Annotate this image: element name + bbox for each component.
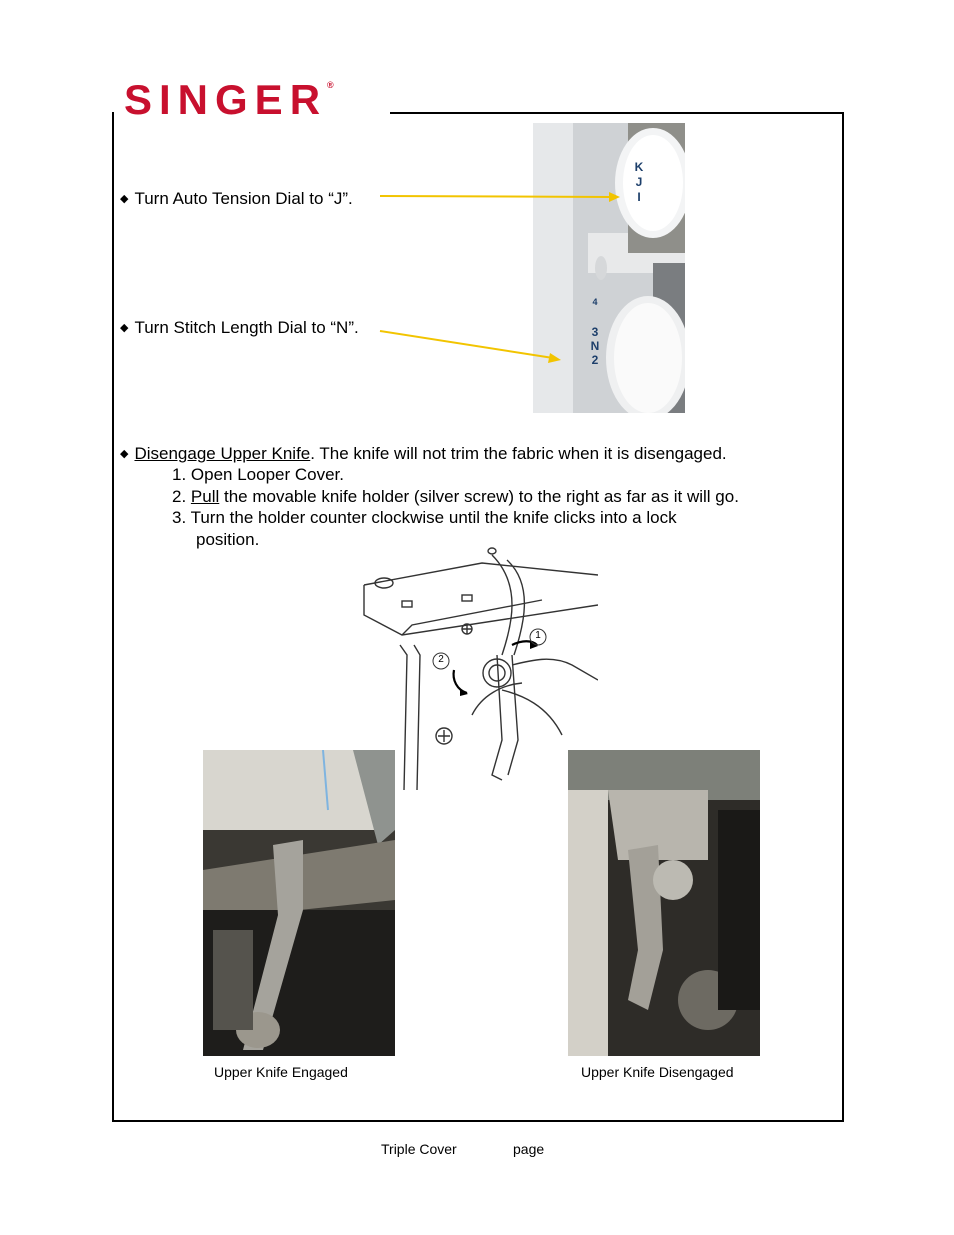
caption-disengaged: Upper Knife Disengaged (581, 1064, 734, 1080)
tension-arrow-line (380, 196, 612, 197)
diamond-bullet-icon: ◆ (120, 448, 129, 460)
step-3-continued: position. (196, 530, 260, 549)
tension-instruction: ◆ Turn Auto Tension Dial to “J”. (120, 189, 353, 208)
knife-engaged-photo (203, 750, 395, 1056)
stitch-dial-labels: 4 3 N 2 (590, 297, 600, 367)
footer-title: Triple Cover (381, 1141, 457, 1157)
stitch-instruction: ◆ Turn Stitch Length Dial to “N”. (120, 318, 359, 337)
diamond-bullet-icon: ◆ (120, 193, 129, 205)
diagram-marker-2: 2 (438, 654, 444, 665)
step-2: 2. Pull the movable knife holder (silver screw) to the right as far as it will go. (172, 487, 739, 506)
tension-arrowhead-icon (609, 192, 620, 202)
step-3: 3. Turn the holder counter clockwise until the knife clicks into a lock (172, 508, 677, 527)
knife-instruction: ◆ Disengage Upper Knife. The knife will not trim the fabric when it is disengaged. (120, 444, 727, 463)
diamond-bullet-icon: ◆ (120, 322, 129, 334)
stitch-arrow-line (380, 331, 553, 358)
diagram-marker-1: 1 (535, 630, 541, 641)
step-1: 1. Open Looper Cover. (172, 465, 345, 484)
footer-page-label: page (513, 1141, 545, 1157)
singer-logo: SINGER® (124, 76, 334, 123)
stitch-arrowhead-icon (548, 353, 561, 363)
caption-engaged: Upper Knife Engaged (214, 1064, 348, 1080)
knife-holder-diagram (362, 545, 598, 790)
knife-disengaged-photo (568, 750, 760, 1056)
tension-dial-labels: K J I (634, 160, 644, 204)
